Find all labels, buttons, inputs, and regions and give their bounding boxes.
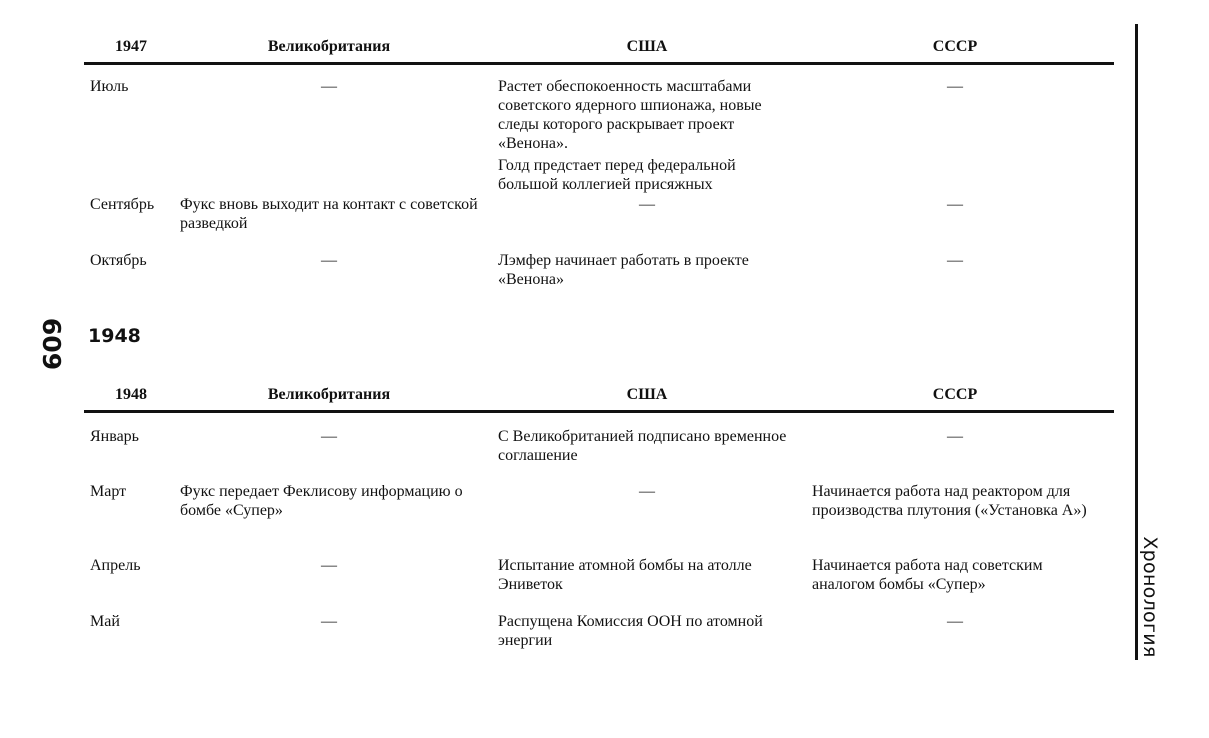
header-ussr: СССР (932, 386, 978, 403)
uk-cell: — (321, 613, 337, 630)
ussr-cell: — (947, 78, 963, 95)
month-cell: Май (90, 613, 120, 630)
ussr-cell: — (947, 428, 963, 445)
table-row (84, 482, 1114, 556)
ussr-cell: Начинается работа над реактором для производства плутония («Установка А») (812, 483, 1087, 519)
chronology-table-1948 (84, 384, 1114, 656)
header-usa: США (626, 38, 668, 55)
usa-paragraph: Голд предстает перед федеральной большой коллегией присяжных (498, 157, 736, 193)
usa-cell: С Великобританией подписано временное соглашение (498, 428, 787, 464)
table-row (84, 612, 1114, 656)
usa-cell: Распущена Комиссия ООН по атомной энергии (498, 613, 763, 649)
usa-cell: Испытание атомной бомбы на атолле Эниветок (498, 557, 752, 593)
usa-paragraph: Растет обеспокоенность масштабами советского ядерного шпионажа, новые следы которого раскрывает проект «Венона». (498, 78, 762, 152)
usa-cell: Лэмфер начинает работать в проекте «Венона» (498, 252, 749, 288)
header-year: 1948 (115, 386, 147, 403)
table-header (84, 36, 1114, 65)
uk-cell: — (321, 78, 337, 95)
table-row (84, 77, 1114, 195)
uk-cell: — (321, 557, 337, 574)
usa-cell (492, 77, 810, 197)
usa-cell: — (639, 196, 655, 213)
header-uk: Великобритания (267, 386, 391, 403)
uk-cell: — (321, 252, 337, 269)
month-cell: Июль (90, 78, 129, 95)
table-header (84, 384, 1114, 413)
ussr-cell: — (947, 252, 963, 269)
chronology-table-1947 (84, 36, 1114, 295)
header-year: 1947 (115, 38, 147, 55)
table-row (84, 427, 1114, 482)
table-row (84, 556, 1114, 612)
header-ussr: СССР (932, 38, 978, 55)
month-cell: Сентябрь (90, 196, 155, 213)
ussr-cell: — (947, 196, 963, 213)
page-number: 609 (37, 317, 67, 371)
table-row (84, 195, 1114, 251)
month-cell: Март (90, 483, 127, 500)
running-title: Хронология (1139, 536, 1161, 658)
ussr-cell: — (947, 613, 963, 630)
ussr-cell: Начинается работа над советским аналогом бомбы «Супер» (812, 557, 1043, 593)
month-cell: Октябрь (90, 252, 147, 269)
month-cell: Апрель (90, 557, 141, 574)
usa-cell: — (639, 483, 655, 500)
uk-cell: Фукс передает Феклисову информацию о бомбе «Супер» (180, 483, 463, 519)
table-row (84, 251, 1114, 295)
uk-cell: — (321, 428, 337, 445)
header-usa: США (626, 386, 668, 403)
side-rule (1135, 24, 1138, 660)
month-cell: Январь (90, 428, 139, 445)
section-heading: 1948 (88, 325, 141, 347)
uk-cell: Фукс вновь выходит на контакт с советской разведкой (180, 196, 478, 232)
header-uk: Великобритания (267, 38, 391, 55)
